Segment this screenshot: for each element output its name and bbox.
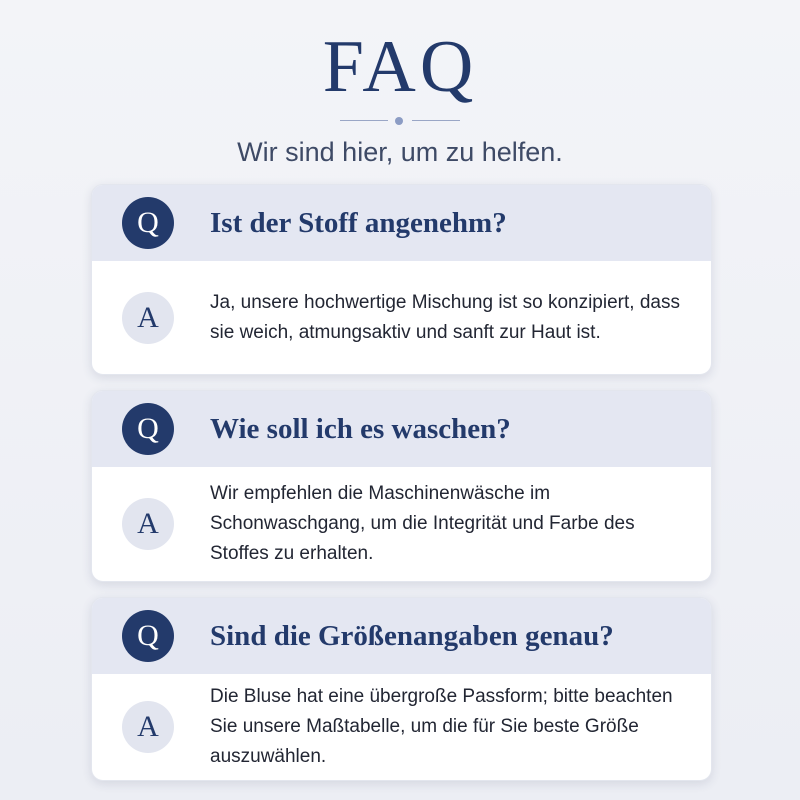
question-badge: Q — [122, 403, 174, 455]
faq-card — [91, 597, 712, 781]
divider-line-left — [340, 120, 388, 121]
title-divider — [340, 114, 460, 126]
divider-dot — [395, 117, 403, 125]
question-badge: Q — [122, 610, 174, 662]
page-subtitle: Wir sind hier, um zu helfen. — [237, 137, 563, 167]
page-title: FAQ — [322, 26, 478, 108]
question-badge: Q — [122, 197, 174, 249]
answer-badge: A — [122, 292, 174, 344]
faq-question-row[interactable] — [92, 185, 711, 261]
faq-answer-row — [92, 261, 711, 374]
faq-answer: Wir empfehlen die Maschinenwäsche im Schonwaschgang, um die Integrität und Farbe des Stoffes zu erhalten. — [210, 483, 635, 564]
answer-badge: A — [122, 701, 174, 753]
faq-card — [91, 390, 712, 582]
faq-answer: Ja, unsere hochwertige Mischung ist so konzipiert, dass sie weich, atmungsaktiv und sanft zur Haut ist. — [210, 291, 680, 343]
divider-line-right — [412, 120, 460, 121]
faq-question: Ist der Stoff angenehm? — [210, 206, 507, 239]
faq-card — [91, 184, 712, 375]
faq-question-row[interactable] — [92, 391, 711, 467]
faq-answer-row — [92, 674, 711, 780]
faq-question: Sind die Größenangaben genau? — [210, 619, 614, 652]
faq-answer-row — [92, 467, 711, 581]
faq-question-row[interactable] — [92, 598, 711, 674]
faq-answer: Die Bluse hat eine übergroße Passform; bitte beachten Sie unsere Maßtabelle, um die für Sie beste Größe auszuwählen. — [210, 686, 673, 767]
faq-question: Wie soll ich es waschen? — [210, 412, 511, 445]
answer-badge: A — [122, 498, 174, 550]
